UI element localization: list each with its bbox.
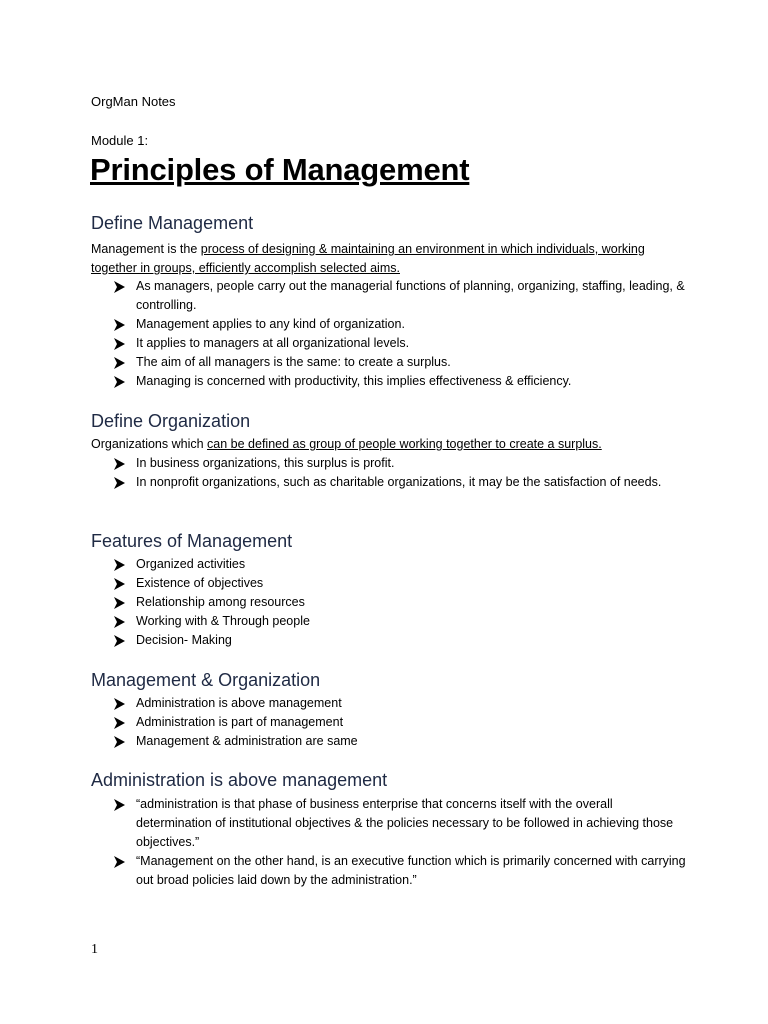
section-heading-features-of-management: Features of Management (91, 531, 293, 551)
list-item-text: In business organizations, this surplus is profit. (136, 456, 395, 470)
list-item (91, 694, 691, 713)
list-item (91, 612, 691, 631)
management-and-organization-bullets (91, 694, 691, 751)
define-management-lead: Management is the (91, 242, 201, 256)
list-item-text: “Management on the other hand, is an executive function which is primarily concerned with carrying out broad policies laid down by the administration.” (136, 854, 686, 887)
list-item (91, 555, 691, 574)
section-heading-administration-above-management: Administration is above management (91, 770, 388, 790)
list-item-text: Administration is part of management (136, 715, 344, 729)
define-organization-bullets (91, 454, 691, 492)
list-item-text: Organized activities (136, 557, 246, 571)
define-management-paragraph (91, 240, 691, 278)
arrow-bullet-icon (112, 694, 126, 713)
list-item (91, 795, 691, 852)
list-item (91, 631, 691, 650)
define-organization-lead: Organizations which (91, 437, 208, 451)
list-item-text: As managers, people carry out the managerial functions of planning, organizing, staffing, leading, & controlling. (136, 279, 685, 312)
arrow-bullet-icon (112, 454, 126, 473)
define-management-definition: process of designing & maintaining an environment in which individuals, working together in groups, efficiently accomplish selected aims. (91, 242, 645, 275)
arrow-bullet-icon (112, 795, 126, 814)
arrow-bullet-icon (112, 473, 126, 492)
arrow-bullet-icon (112, 372, 126, 391)
list-item-text: Management & administration are same (136, 734, 358, 748)
define-organization-paragraph (91, 435, 691, 454)
list-item (91, 473, 691, 492)
section-heading-define-management: Define Management (91, 213, 254, 233)
arrow-bullet-icon (112, 334, 126, 353)
list-item (91, 353, 691, 372)
list-item-text: Relationship among resources (136, 595, 305, 609)
arrow-bullet-icon (112, 713, 126, 732)
arrow-bullet-icon (112, 732, 126, 751)
arrow-bullet-icon (112, 612, 126, 631)
list-item-text: Decision- Making (136, 633, 232, 647)
section-heading-define-organization: Define Organization (91, 411, 251, 431)
page-title: Principles of Management (90, 152, 470, 187)
list-item (91, 713, 691, 732)
arrow-bullet-icon (112, 593, 126, 612)
list-item (91, 334, 691, 353)
define-organization-definition: can be defined as group of people working together to create a surplus. (207, 437, 602, 451)
list-item (91, 315, 691, 334)
list-item (91, 574, 691, 593)
arrow-bullet-icon (112, 852, 126, 871)
administration-above-management-bullets (91, 795, 691, 890)
arrow-bullet-icon (112, 631, 126, 650)
list-item-text: It applies to managers at all organizational levels. (136, 336, 410, 350)
define-management-bullets (91, 277, 691, 391)
list-item-text: The aim of all managers is the same: to create a surplus. (136, 355, 451, 369)
list-item-text: Management applies to any kind of organization. (136, 317, 405, 331)
arrow-bullet-icon (112, 277, 126, 296)
list-item-text: Working with & Through people (136, 614, 310, 628)
arrow-bullet-icon (112, 353, 126, 372)
section-heading-management-and-organization: Management & Organization (91, 670, 321, 690)
features-of-management-bullets (91, 555, 691, 650)
list-item (91, 852, 691, 890)
page-number: 1 (91, 942, 98, 957)
list-item (91, 732, 691, 751)
arrow-bullet-icon (112, 315, 126, 334)
module-label: Module 1: (91, 133, 149, 148)
list-item-text: Administration is above management (136, 696, 342, 710)
arrow-bullet-icon (112, 574, 126, 593)
list-item (91, 277, 691, 315)
list-item-text: “administration is that phase of business enterprise that concerns itself with the overall determination of institutional objectives & the policies necessary to be followed in achieving those objectives.” (136, 797, 674, 849)
list-item-text: Existence of objectives (136, 576, 264, 590)
list-item (91, 372, 691, 391)
list-item (91, 593, 691, 612)
header-label: OrgMan Notes (91, 94, 176, 109)
list-item (91, 454, 691, 473)
list-item-text: Managing is concerned with productivity, this implies effectiveness & efficiency. (136, 374, 572, 388)
arrow-bullet-icon (112, 555, 126, 574)
list-item-text: In nonprofit organizations, such as charitable organizations, it may be the satisfaction of needs. (136, 475, 662, 489)
